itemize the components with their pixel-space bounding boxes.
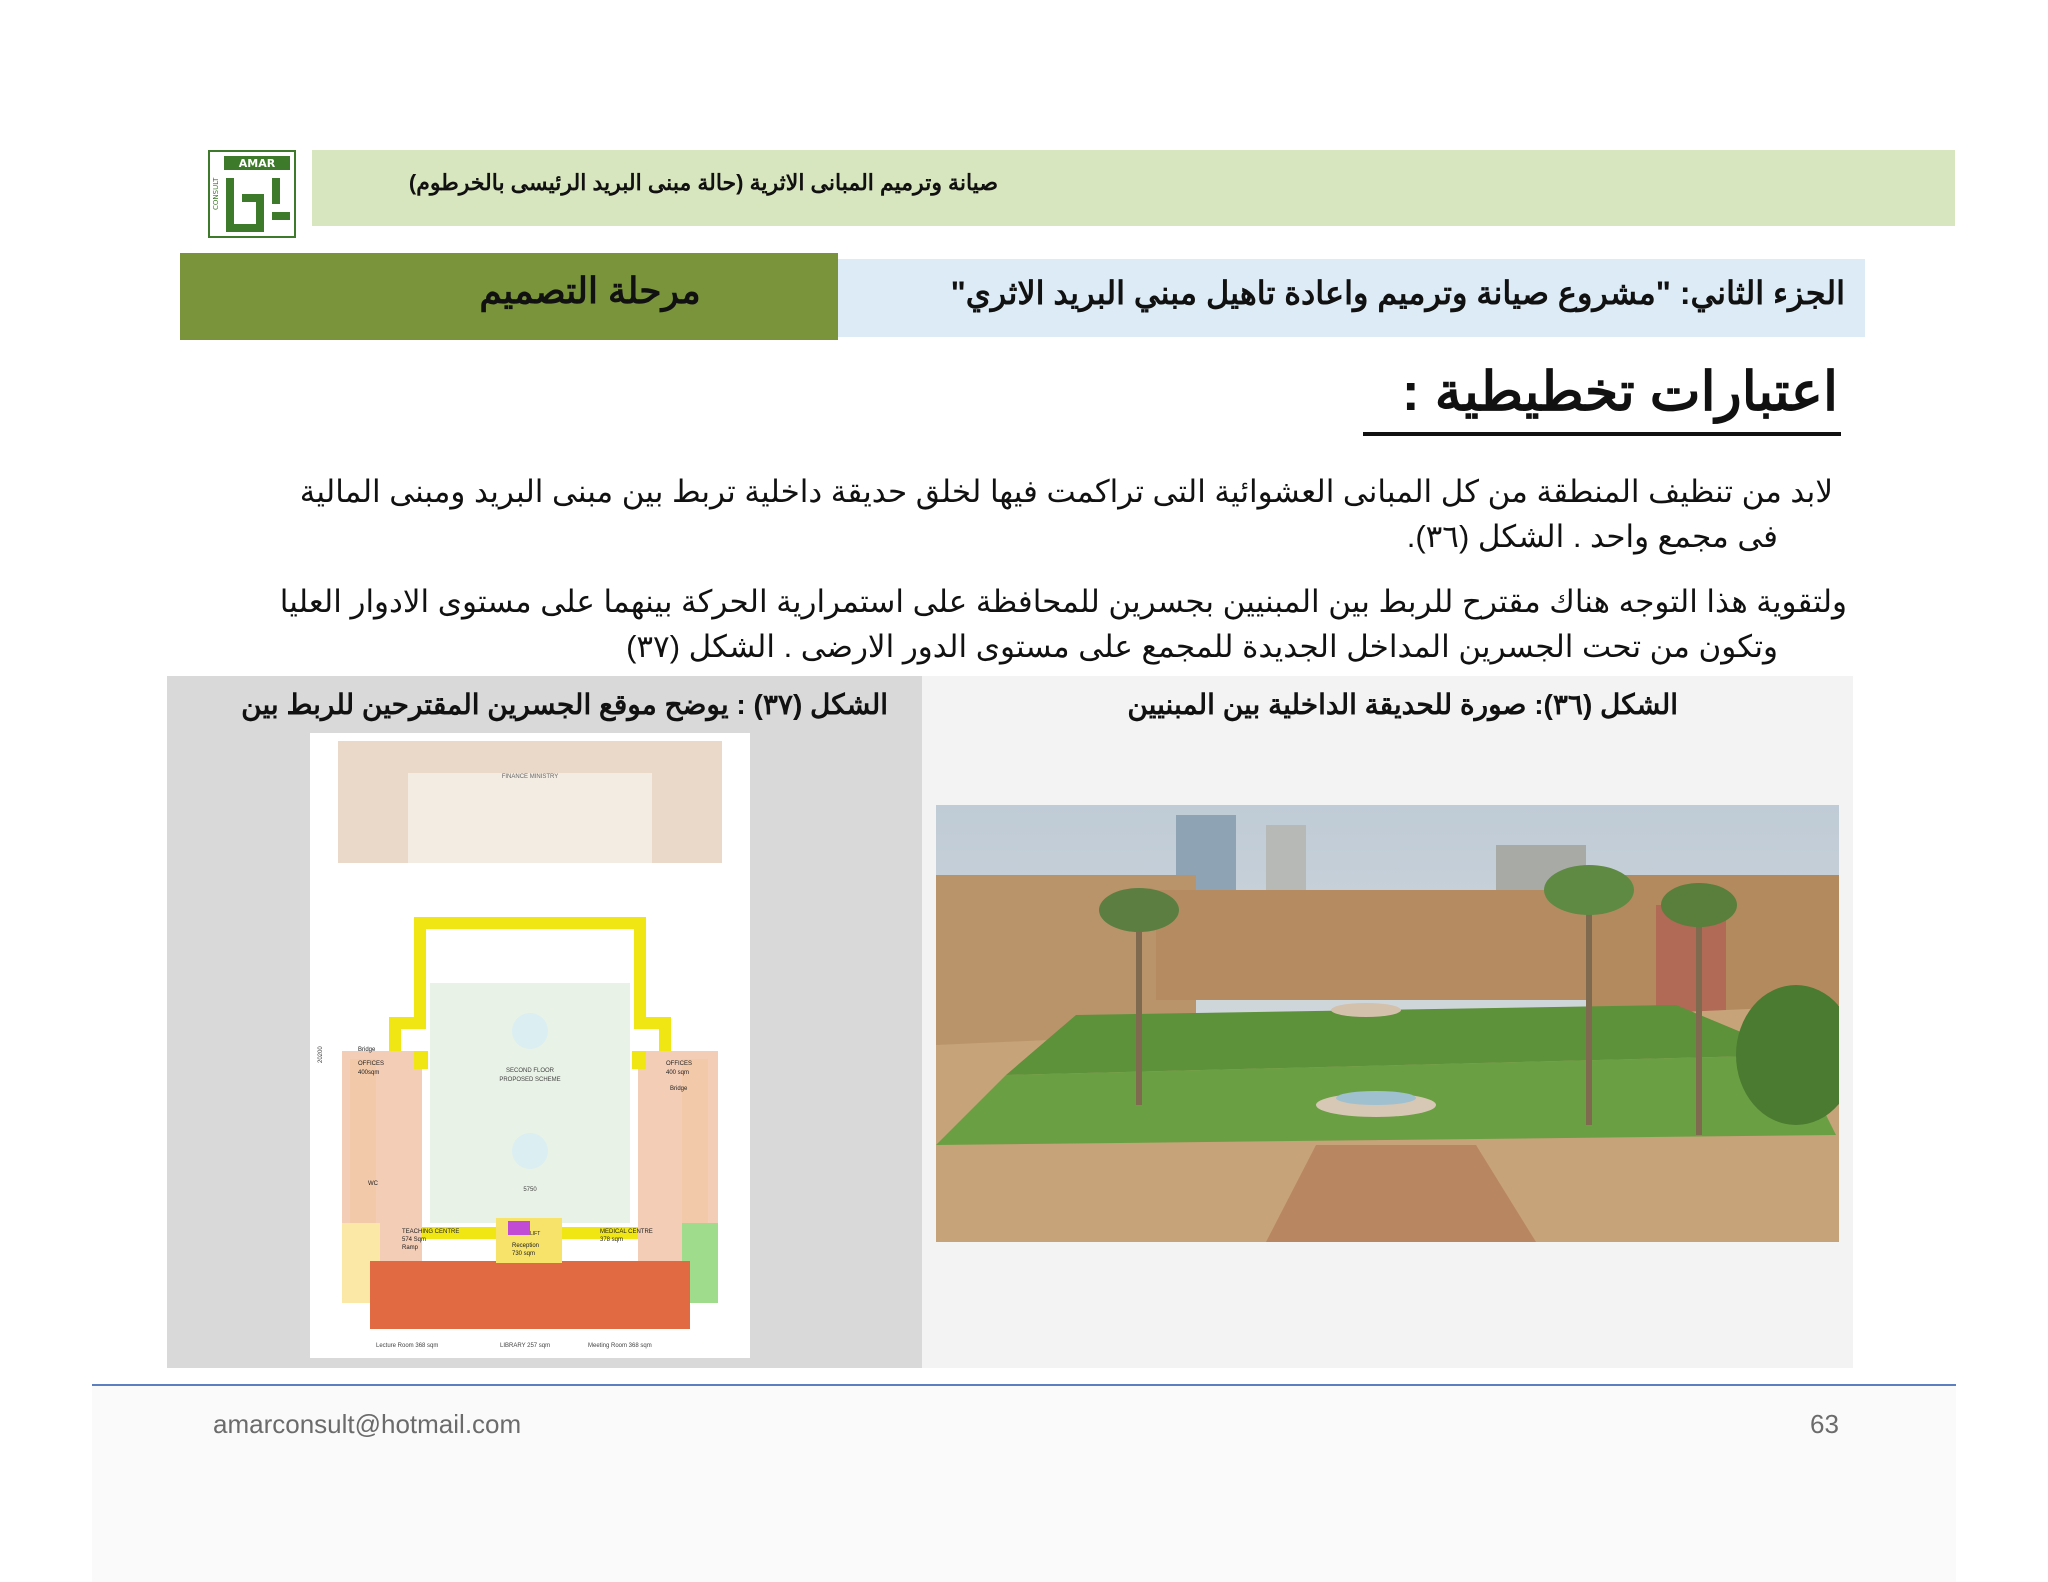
second-floor-label: SECOND FLOOR	[505, 1068, 555, 1074]
teaching-centre-area: 574 Sqm	[402, 1237, 427, 1243]
reception-label: Reception	[512, 1243, 540, 1249]
paragraph-2-line-1: ولتقوية هذا التوجه هناك مقترح للربط بين المبنيين بجسرين للمحافظة على استمرارية الحركة بينهما على مستوى الادوار العليا	[279, 584, 1847, 619]
library-label: LIBRARY 257 sqm	[500, 1343, 551, 1349]
page-number: 63	[1810, 1409, 1839, 1439]
paragraph-1-line-2: فى مجمع واحد . الشكل (٣٦).	[1406, 519, 1778, 554]
figure-37-caption: الشكل (٣٧) : يوضح موقع الجسرين المقترحين للربط بين	[241, 689, 888, 720]
offices-left-area: 400sqm	[358, 1070, 380, 1076]
footer-email: amarconsult@hotmail.com	[213, 1409, 522, 1439]
reception-area: 730 sqm	[512, 1251, 536, 1257]
wc-label: WC	[368, 1181, 378, 1187]
bridge-left-label: Bridge	[358, 1047, 376, 1053]
medical-centre-area: 378 sqm	[600, 1237, 624, 1243]
paragraph-2-line-2: وتكون من تحت الجسرين المداخل الجديدة للمجمع على مستوى الدور الارضى . الشكل (٣٧)	[626, 629, 1778, 664]
part-label: الجزء الثاني: "مشروع صيانة وترميم واعادة تاهيل مبني البريد الاثري"	[950, 275, 1845, 311]
logo-subtext: CONSULT	[212, 177, 220, 210]
section-title: اعتبارات تخطيطية :	[1401, 362, 1838, 422]
title-underline	[1363, 432, 1841, 436]
lift-label: LIFT	[530, 1231, 541, 1237]
dimension-center-label: 5750	[523, 1187, 537, 1193]
ramp-label: Ramp	[402, 1245, 419, 1251]
stage-label: مرحلة التصميم	[479, 270, 701, 311]
dimension-left-label: 20200	[318, 1046, 324, 1063]
paragraph-1-line-1: لابد من تنظيف المنطقة من كل المبانى العشوائية التى تراكمت فيها لخلق حديقة داخلية تربط بين مبنى البريد ومبنى المالية	[299, 474, 1833, 509]
header-title: صيانة وترميم المبانى الاثرية (حالة مبنى البريد الرئيسى بالخرطوم)	[408, 170, 998, 195]
logo-text: AMAR	[238, 157, 276, 170]
courtyard-photo	[936, 805, 1839, 1242]
proposed-scheme-label: PROPOSED SCHEME	[499, 1077, 561, 1083]
teaching-centre-label: TEACHING CENTRE	[402, 1229, 460, 1235]
finance-ministry-label: FINANCE MINISTRY	[501, 774, 559, 780]
amar-consult-logo	[208, 150, 296, 238]
offices-right-area: 400 sqm	[666, 1070, 690, 1076]
lecture-room-label: Lecture Room 368 sqm	[376, 1343, 439, 1349]
meeting-room-label: Meeting Room 368 sqm	[588, 1343, 652, 1349]
figure-36-caption: الشكل (٣٦): صورة للحديقة الداخلية بين المبنيين	[1127, 689, 1678, 720]
offices-right-label: OFFICES	[666, 1061, 693, 1067]
bridge-right-label: Bridge	[670, 1086, 688, 1092]
medical-centre-label: MEDICAL CENTRE	[600, 1229, 653, 1235]
offices-left-label: OFFICES	[358, 1061, 385, 1067]
floor-plan-figure	[310, 733, 750, 1358]
